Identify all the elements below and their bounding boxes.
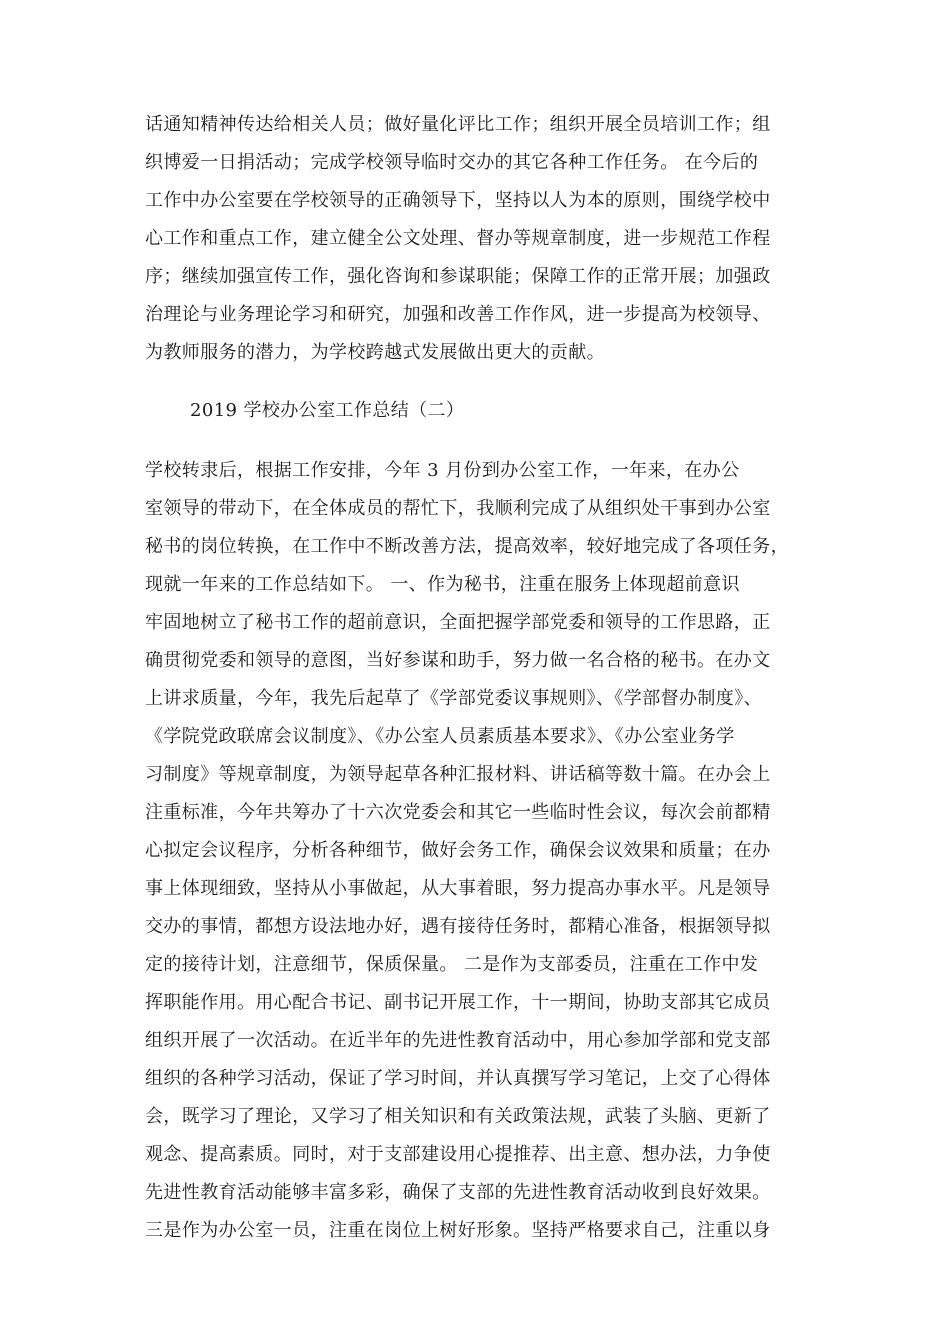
body-text-line: 习制度》等规章制度，为领导起草各种汇报材料、讲话稿等数十篇。在办会上 (145, 764, 771, 785)
body-text-line: 学校转隶后，根据工作安排，今年 3 月份到办公室工作，一年来，在办公 (145, 460, 740, 481)
body-text-line: 为教师服务的潜力，为学校跨越式发展做出更大的贡献。 (145, 342, 605, 363)
body-text-line: 室领导的带动下，在全体成员的帮忙下，我顺利完成了从组织处干事到办公室 (145, 498, 771, 519)
body-text-line: 挥职能作用。用心配合书记、副书记开展工作，十一期间，协助支部其它成员 (145, 992, 771, 1013)
body-text-line: 先进性教育活动能够丰富多彩，确保了支部的先进性教育活动收到良好效果。 (145, 1182, 771, 1203)
body-text-line: 确贯彻党委和领导的意图，当好参谋和助手，努力做一名合格的秘书。在办文 (145, 650, 771, 671)
body-text-line: 组织开展了一次活动。在近半年的先进性教育活动中，用心参加学部和党支部 (145, 1030, 771, 1051)
body-text-line: 组织的各种学习活动，保证了学习时间，并认真撰写学习笔记，上交了心得体 (145, 1068, 771, 1089)
body-text-line: 定的接待计划，注意细节，保质保量。 二是作为支部委员，注重在工作中发 (145, 954, 759, 975)
body-text-line: 话通知精神传达给相关人员；做好量化评比工作；组织开展全员培训工作；组 (145, 114, 771, 135)
body-text-line: 《学院党政联席会议制度》、《办公室人员素质基本要求》、《办公室业务学 (145, 726, 735, 747)
body-text-line: 心工作和重点工作，建立健全公文处理、督办等规章制度，进一步规范工作程 (145, 228, 771, 249)
body-text-line: 事上体现细致，坚持从小事做起，从大事着眼，努力提高办事水平。凡是领导 (145, 878, 771, 899)
body-text-line: 织博爱一日捐活动；完成学校领导临时交办的其它各种工作任务。 在今后的 (145, 152, 759, 173)
body-text-line: 序；继续加强宣传工作，强化咨询和参谋职能；保障工作的正常开展；加强政 (145, 266, 771, 287)
body-text-line: 三是作为办公室一员，注重在岗位上树好形象。坚持严格要求自己，注重以身 (145, 1220, 771, 1241)
body-text-line: 心拟定会议程序，分析各种细节，做好会务工作，确保会议效果和质量；在办 (145, 840, 771, 861)
body-text-line: 秘书的岗位转换，在工作中不断改善方法，提高效率，较好地完成了各项任务， (145, 536, 789, 557)
body-text-line: 牢固地树立了秘书工作的超前意识，全面把握学部党委和领导的工作思路，正 (145, 612, 771, 633)
body-text-line: 会，既学习了理论，又学习了相关知识和有关政策法规，武装了头脑、更新了 (145, 1106, 771, 1127)
section-heading: 2019 学校办公室工作总结（二） (190, 400, 465, 421)
body-text-line: 上讲求质量，今年，我先后起草了《学部党委议事规则》、《学部督办制度》、 (145, 688, 762, 709)
body-text-line: 交办的事情，都想方设法地办好，遇有接待任务时，都精心准备，根据领导拟 (145, 916, 771, 937)
body-text-line: 工作中办公室要在学校领导的正确领导下，坚持以人为本的原则，围绕学校中 (145, 190, 771, 211)
body-text-line: 治理论与业务理论学习和研究，加强和改善工作作风，进一步提高为校领导、 (145, 304, 771, 325)
body-text-line: 现就一年来的工作总结如下。 一、作为秘书，注重在服务上体现超前意识 (145, 574, 740, 595)
body-text-line: 观念、提高素质。同时，对于支部建设用心提推荐、出主意、想办法，力争使 (145, 1144, 771, 1165)
body-text-line: 注重标准，今年共筹办了十六次党委会和其它一些临时性会议，每次会前都精 (145, 802, 771, 823)
